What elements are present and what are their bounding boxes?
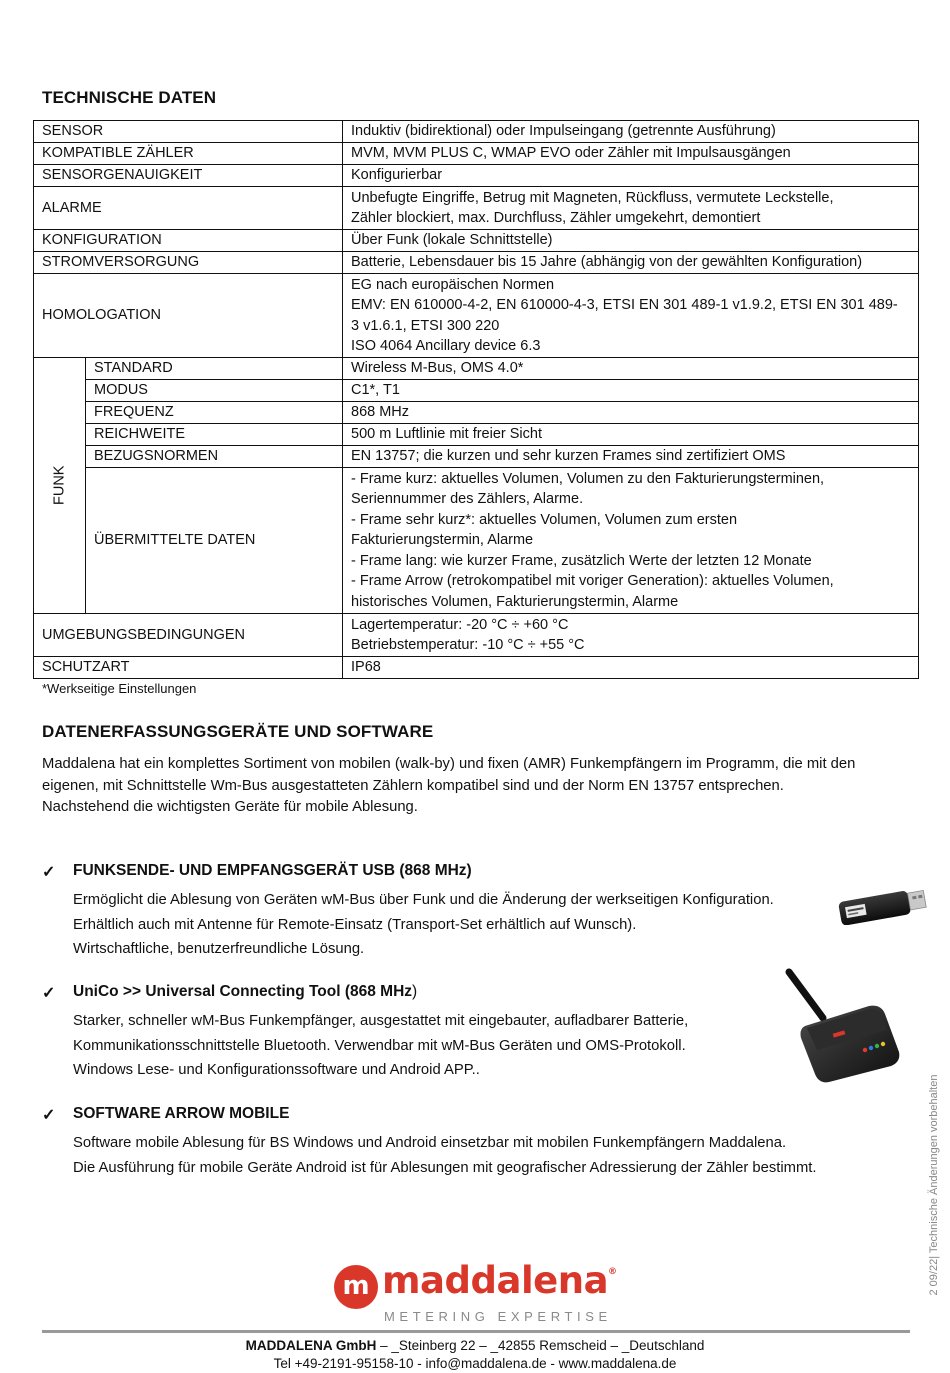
row-value — [343, 468, 919, 614]
value-line: - Frame Arrow (retrokompatibel mit voriger Generation): aktuelles Volumen, — [351, 573, 834, 590]
intro-line: Nachstehend die wichtigsten Geräte für mobile Ablesung. — [42, 799, 418, 815]
item-line: Windows Lese- und Konfigurationssoftware und Android APP.. — [73, 1062, 480, 1078]
item-line: Kommunikationsschnittstelle Bluetooth. Verwendbar mit wM-Bus Geräten und OMS-Protokoll. — [73, 1037, 686, 1054]
table-row — [34, 165, 919, 187]
value-line: EG nach europäischen Normen — [351, 276, 555, 293]
table-row — [34, 402, 919, 424]
table-row — [34, 230, 919, 252]
row-label: ÜBERMITTELTE DATEN — [86, 468, 343, 614]
logo-name: maddalena — [382, 1259, 609, 1302]
funk-label: FUNK — [51, 465, 68, 506]
unico-device-image — [783, 968, 903, 1084]
item-title — [73, 983, 417, 1001]
row-value: C1*, T1 — [343, 380, 919, 402]
usb-receiver-image — [833, 883, 929, 925]
check-icon: ✓ — [42, 864, 56, 881]
row-value: Konfigurierbar — [343, 165, 919, 187]
maddalena-logo — [334, 1259, 617, 1325]
revision-note: 2 09/22| Technische Änderungen vorbehalten — [928, 1074, 940, 1296]
row-value: Über Funk (lokale Schnittstelle) — [343, 230, 919, 252]
table-row — [34, 380, 919, 402]
item-description — [73, 888, 774, 962]
row-label: SENSORGENAUIGKEIT — [34, 165, 343, 187]
row-value: Batterie, Lebensdauer bis 15 Jahre (abhängig von der gewählten Konfiguration) — [343, 252, 919, 274]
row-label: SENSOR — [34, 121, 343, 143]
logo-mark-icon: m — [334, 1265, 378, 1309]
row-value: IP68 — [343, 657, 919, 679]
item-title: SOFTWARE ARROW MOBILE — [73, 1105, 290, 1122]
row-value: Wireless M-Bus, OMS 4.0* — [343, 358, 919, 380]
value-line: - Frame kurz: aktuelles Volumen, Volumen zu den Fakturierungsterminen, — [351, 470, 825, 487]
value-line: EMV: EN 610000-4-2, EN 610000-4-3, ETSI EN 301 489-1 v1.9.2, ETSI EN 301 489- — [351, 297, 898, 313]
section-title-technical-data: TECHNISCHE DATEN — [42, 88, 217, 107]
row-value: 868 MHz — [343, 402, 919, 424]
row-value — [343, 614, 919, 657]
row-label: ALARME — [34, 187, 343, 230]
section-title-software: DATENERFASSUNGSGERÄTE UND SOFTWARE — [42, 722, 434, 741]
value-line: - Frame lang: wie kurzer Frame, zusätzlich Werte der letzten 12 Monate — [351, 552, 812, 569]
row-label: FREQUENZ — [86, 402, 343, 424]
item-description — [73, 1131, 817, 1180]
value-line: 3 v1.6.1, ETSI 300 220 — [351, 317, 500, 334]
footer-contact: Tel +49-2191-95158-10 - info@maddalena.de - www.maddalena.de — [273, 1356, 677, 1371]
table-row — [34, 614, 919, 657]
table-row — [34, 187, 919, 230]
item-line: Starker, schneller wM-Bus Funkempfänger, ausgestattet mit eingebauter, aufladbarer Batterie, — [73, 1013, 689, 1029]
value-line: Seriennummer des Zählers, Alarme. — [351, 491, 584, 508]
row-value: EN 13757; die kurzen und sehr kurzen Frames sind zertifiziert OMS — [343, 446, 919, 468]
value-line: Lagertemperatur: -20 °C ÷ +60 °C — [351, 616, 569, 633]
value-line: Betriebstemperatur: -10 °C ÷ +55 °C — [351, 637, 585, 653]
value-line: Unbefugte Eingriffe, Betrug mit Magneten, Rückfluss, vermutete Leckstelle, — [351, 189, 834, 206]
table-row — [34, 446, 919, 468]
row-value: 500 m Luftlinie mit freier Sicht — [343, 424, 919, 446]
footer-address — [0, 1338, 950, 1353]
value-line: - Frame sehr kurz*: aktuelles Volumen, Volumen zum ersten — [351, 511, 738, 528]
footer-company: MADDALENA GmbH — [245, 1338, 377, 1353]
row-label: KONFIGURATION — [34, 230, 343, 252]
item-line: Erhältlich auch mit Antenne für Remote-Einsatz (Transport-Set erhältlich auf Wunsch). — [73, 916, 637, 933]
row-label: REICHWEITE — [86, 424, 343, 446]
item-title: FUNKSENDE- UND EMPFANGSGERÄT USB (868 MHz) — [73, 862, 472, 879]
footer-address-text: – _Steinberg 22 – _42855 Remscheid – _Deutschland — [376, 1338, 705, 1353]
intro-line: eigenen, mit Schnittstelle Wm-Bus ausgestatteten Zählern kompatibel sind und der Norm EN 13757 entsprechen. — [42, 777, 784, 794]
table-row — [34, 468, 919, 614]
table-row — [34, 358, 919, 380]
registered-mark: ® — [608, 1267, 617, 1277]
logo-wordmark — [382, 1259, 617, 1302]
row-label: SCHUTZART — [34, 657, 343, 679]
row-value — [343, 187, 919, 230]
table-footnote: *Werkseitige Einstellungen — [42, 681, 197, 696]
row-value — [343, 274, 919, 358]
row-value: Induktiv (bidirektional) oder Impulseingang (getrennte Ausführung) — [343, 121, 919, 143]
row-value: MVM, MVM PLUS C, WMAP EVO oder Zähler mit Impulsausgängen — [343, 143, 919, 165]
row-label: UMGEBUNGSBEDINGUNGEN — [34, 614, 343, 657]
item-description — [73, 1009, 688, 1083]
table-row — [34, 143, 919, 165]
item-line: Software mobile Ablesung für BS Windows und Android einsetzbar mit mobilen Funkempfängern Maddalena. — [73, 1135, 787, 1151]
check-icon: ✓ — [42, 1107, 56, 1124]
row-label: MODUS — [86, 380, 343, 402]
table-row — [34, 252, 919, 274]
logo-tagline: METERING EXPERTISE — [384, 1309, 612, 1324]
row-label: KOMPATIBLE ZÄHLER — [34, 143, 343, 165]
footer-divider — [42, 1330, 910, 1333]
check-icon: ✓ — [42, 985, 56, 1002]
row-label: STROMVERSORGUNG — [34, 252, 343, 274]
table-row — [34, 657, 919, 679]
row-label: STANDARD — [86, 358, 343, 380]
item-line: Die Ausführung für mobile Geräte Android ist für Ablesungen mit geografischer Adressierung der Zähler bestimmt. — [73, 1159, 817, 1176]
table-row — [34, 424, 919, 446]
value-line: Zähler blockiert, max. Durchfluss, Zähler umgekehrt, demontiert — [351, 210, 761, 226]
item-line: Ermöglicht die Ablesung von Geräten wM-Bus über Funk und die Änderung der werkseitigen Konfiguration. — [73, 892, 774, 908]
funk-group-cell — [34, 358, 86, 614]
item-line: Wirtschaftliche, benutzerfreundliche Lösung. — [73, 941, 365, 957]
value-line: Fakturierungstermin, Alarme — [351, 532, 534, 549]
item-title-suffix: ) — [412, 983, 418, 1000]
table-row — [34, 121, 919, 143]
row-label: HOMOLOGATION — [34, 274, 343, 358]
technical-data-table — [33, 120, 919, 679]
software-intro — [42, 754, 917, 819]
row-label: BEZUGSNORMEN — [86, 446, 343, 468]
value-line: ISO 4064 Ancillary device 6.3 — [351, 338, 541, 354]
intro-line: Maddalena hat ein komplettes Sortiment von mobilen (walk-by) und fixen (AMR) Funkempfängern im Programm, die mit den — [42, 756, 856, 772]
table-row — [34, 274, 919, 358]
item-title-text: UniCo >> Universal Connecting Tool (868 MHz — [73, 983, 413, 1000]
value-line: historisches Volumen, Fakturierungstermin, Alarme — [351, 593, 679, 610]
